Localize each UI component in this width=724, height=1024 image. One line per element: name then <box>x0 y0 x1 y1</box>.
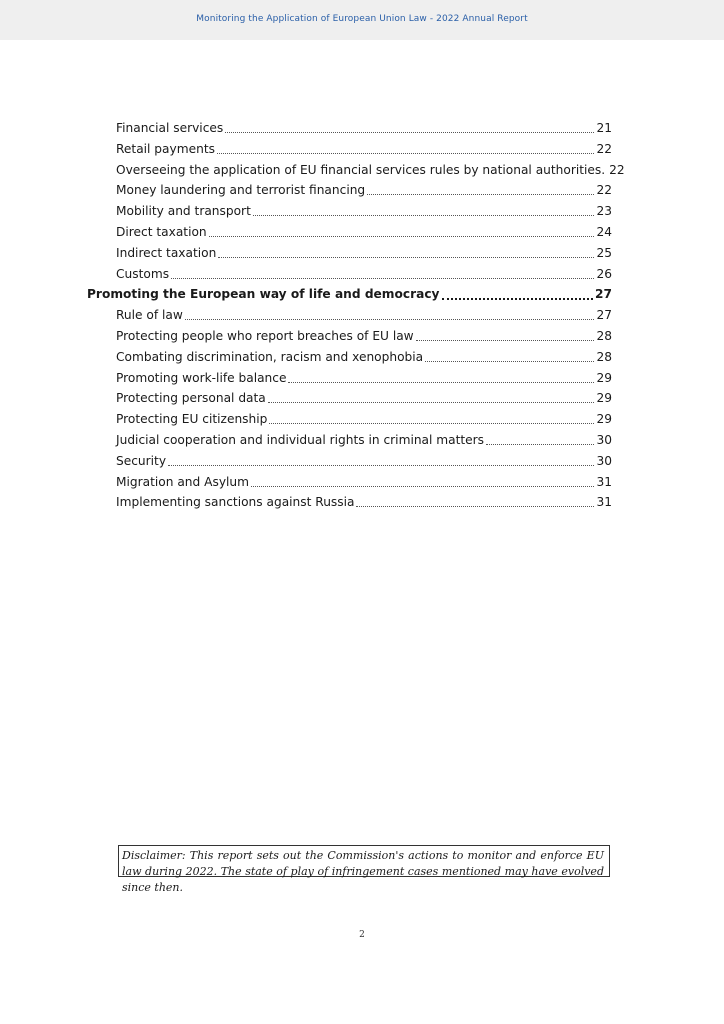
toc-entry[interactable] <box>116 472 612 492</box>
toc-entry-label: Mobility and transport <box>116 204 251 219</box>
toc-entry-page: 29 <box>596 391 612 406</box>
page-number: 2 <box>359 930 365 940</box>
toc-entry[interactable] <box>116 451 612 471</box>
toc-entry-page: 29 <box>596 370 612 385</box>
toc-entry[interactable] <box>116 222 612 242</box>
page-header <box>0 0 724 40</box>
toc-dot-leader <box>269 422 594 424</box>
toc-entry-label: Indirect taxation <box>116 245 217 260</box>
toc-dot-leader <box>217 152 595 154</box>
toc-dot-leader <box>356 505 594 507</box>
toc-entry[interactable] <box>116 368 612 388</box>
toc-dot-leader <box>442 297 594 300</box>
toc-entry-label: Rule of law <box>116 308 183 323</box>
toc-entry-label: Judicial cooperation and individual rights in criminal matters <box>116 433 485 447</box>
toc-entry-page: 25 <box>596 245 612 260</box>
toc-entry-page: 22 <box>609 162 625 177</box>
toc-entry-label: Protecting personal data <box>116 391 266 406</box>
toc-entry-page: 29 <box>596 412 612 427</box>
toc-entry-label: Protecting EU citizenship <box>116 412 268 427</box>
toc-dot-leader <box>168 464 594 466</box>
toc-entry-page: 30 <box>596 453 612 468</box>
toc-entry-page: 31 <box>596 474 612 489</box>
toc-entry-page: 28 <box>596 349 612 364</box>
toc-entry-page: 23 <box>596 204 612 219</box>
toc-entry-page: 30 <box>596 433 612 447</box>
toc-entry[interactable] <box>116 264 612 284</box>
toc-entry[interactable] <box>116 326 612 346</box>
toc-entry-label: Migration and Asylum <box>116 474 250 489</box>
toc-entry-label: Retail payments <box>116 141 215 156</box>
toc-entry-page: 28 <box>596 329 612 343</box>
toc-entry[interactable] <box>116 347 612 367</box>
toc-dot-leader <box>225 131 594 133</box>
disclaimer-box: Disclaimer: This report sets out the Commission's actions to monitor and enforce EU law during 2022. The state of play of infringement cases mentioned may have evolved since then. <box>118 845 610 877</box>
toc-entry-label: Combating discrimination, racism and xenophobia <box>116 349 424 364</box>
toc-entry-page: 31 <box>596 495 612 510</box>
toc-dot-leader <box>251 485 594 487</box>
toc-entry-label: Promoting the European way of life and democracy <box>87 287 440 302</box>
toc-entry-label: Financial services <box>116 121 224 135</box>
toc-entry-label: Security <box>116 453 167 468</box>
toc-entry-page: 22 <box>596 183 612 198</box>
toc-entry-label: Implementing sanctions against Russia <box>116 495 355 510</box>
toc-section-entry[interactable] <box>87 284 612 304</box>
toc-entry[interactable] <box>116 388 612 408</box>
toc-entry-page: 21 <box>596 121 612 135</box>
toc-dot-leader <box>209 235 595 237</box>
toc-entry[interactable] <box>116 243 612 263</box>
toc-entry[interactable] <box>116 430 612 450</box>
toc-entry[interactable] <box>116 160 625 180</box>
toc-entry-label: Customs <box>116 266 170 281</box>
toc-entry-page: 24 <box>596 225 612 239</box>
toc-entry-label: Money laundering and terrorist financing <box>116 183 366 198</box>
toc-dot-leader <box>268 401 595 403</box>
toc-dot-leader <box>367 193 594 195</box>
toc-dot-leader <box>171 277 594 279</box>
toc-entry-page: 27 <box>595 287 612 302</box>
toc-dot-leader <box>416 339 595 341</box>
report-title: Monitoring the Application of European Union Law - 2022 Annual Report <box>196 14 528 24</box>
toc-entry-label: Direct taxation <box>116 225 207 239</box>
toc-entry[interactable] <box>116 180 612 200</box>
toc-dot-leader <box>288 381 594 383</box>
toc-dot-leader <box>218 256 594 258</box>
toc-entry[interactable] <box>116 139 612 159</box>
toc-dot-leader <box>486 443 594 445</box>
toc-entry[interactable] <box>116 201 612 221</box>
toc-dot-leader <box>253 214 595 216</box>
toc-dot-leader <box>185 318 595 320</box>
toc-entry-page: 22 <box>596 141 612 156</box>
toc-dot-leader <box>425 360 594 362</box>
toc-entry-label: Protecting people who report breaches of EU law <box>116 329 414 343</box>
toc-entry-label: Promoting work-life balance <box>116 370 287 385</box>
toc-entry[interactable] <box>116 305 612 325</box>
toc-entry[interactable] <box>116 492 612 512</box>
toc-entry[interactable] <box>116 118 612 138</box>
toc-entry-label: Overseeing the application of EU financial services rules by national authorities. <box>116 162 606 177</box>
toc-entry[interactable] <box>116 409 612 429</box>
toc-entry-page: 26 <box>596 266 612 281</box>
toc-entry-page: 27 <box>596 308 612 323</box>
